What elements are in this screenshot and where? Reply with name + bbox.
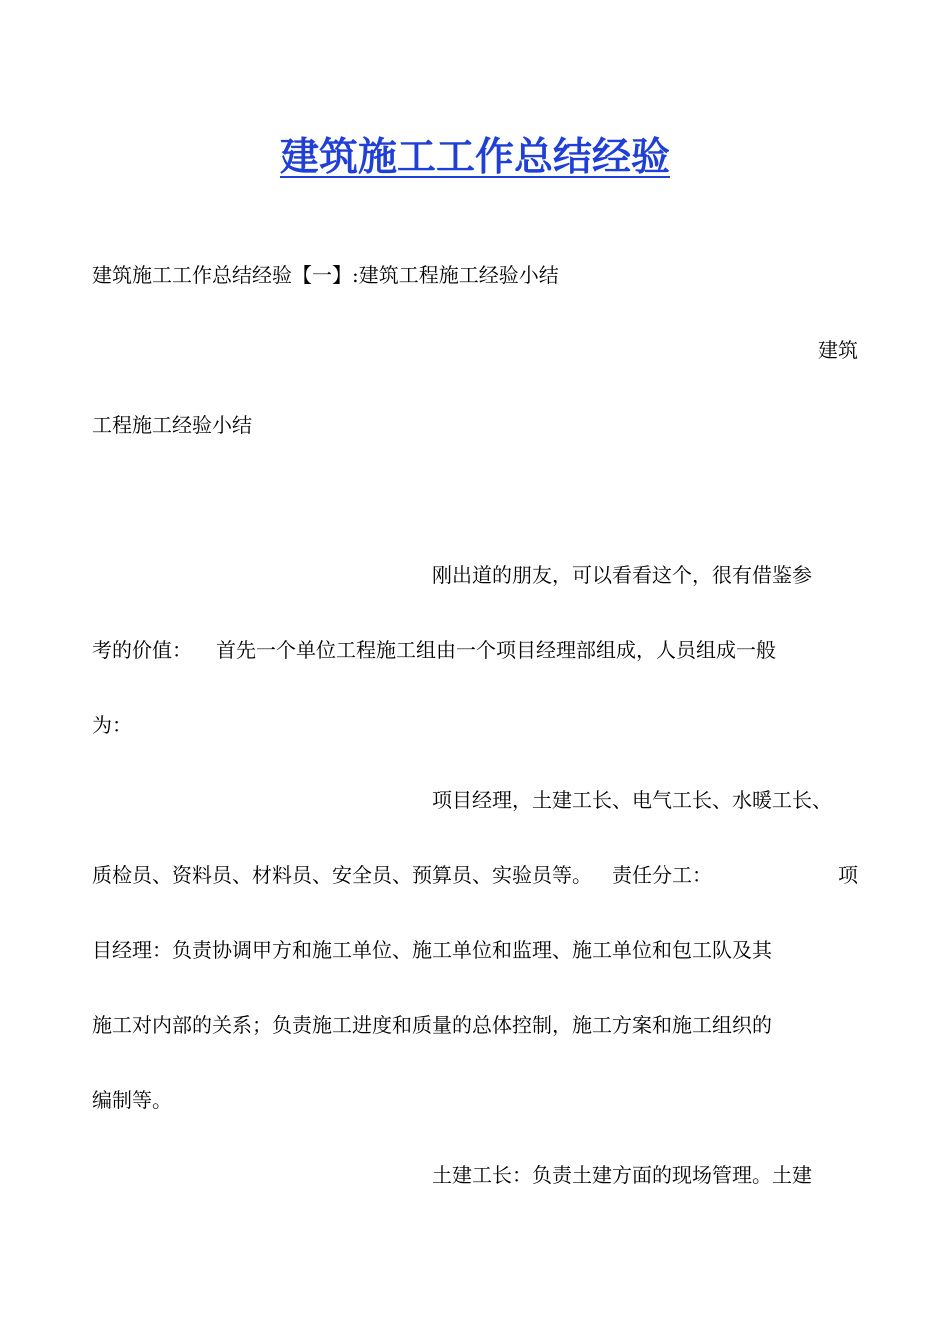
- paragraph-line: 工程施工经验小结: [92, 413, 252, 437]
- paragraph-line: 刚出道的朋友，可以看看这个，很有借鉴参: [432, 563, 812, 587]
- section-heading: 建筑施工工作总结经验【一】:建筑工程施工经验小结: [92, 263, 559, 287]
- paragraph-text: 质检员、资料员、材料员、安全员、预算员、实验员等。: [92, 863, 592, 887]
- paragraph-line: [92, 861, 712, 889]
- paragraph-line: 编制等。: [92, 1088, 172, 1112]
- paragraph-line: 项: [838, 863, 858, 887]
- paragraph-text: 考的价值：: [92, 638, 192, 662]
- paragraph-line: 项目经理，土建工长、电气工长、水暖工长、: [432, 788, 832, 812]
- paragraph-text: 首先一个单位工程施工组由一个项目经理部组成，人员组成一般: [216, 638, 776, 662]
- paragraph-text: 责任分工：: [612, 863, 712, 887]
- paragraph-line: 建筑: [818, 338, 858, 362]
- document-title: 建筑施工工作总结经验: [279, 134, 670, 180]
- paragraph-line: 施工对内部的关系；负责施工进度和质量的总体控制，施工方案和施工组织的: [92, 1013, 772, 1037]
- paragraph-line: [92, 636, 776, 664]
- paragraph-line: 为：: [92, 713, 132, 737]
- paragraph-line: 目经理：负责协调甲方和施工单位、施工单位和监理、施工单位和包工队及其: [92, 938, 772, 962]
- paragraph-line: 土建工长：负责土建方面的现场管理。土建: [432, 1163, 812, 1187]
